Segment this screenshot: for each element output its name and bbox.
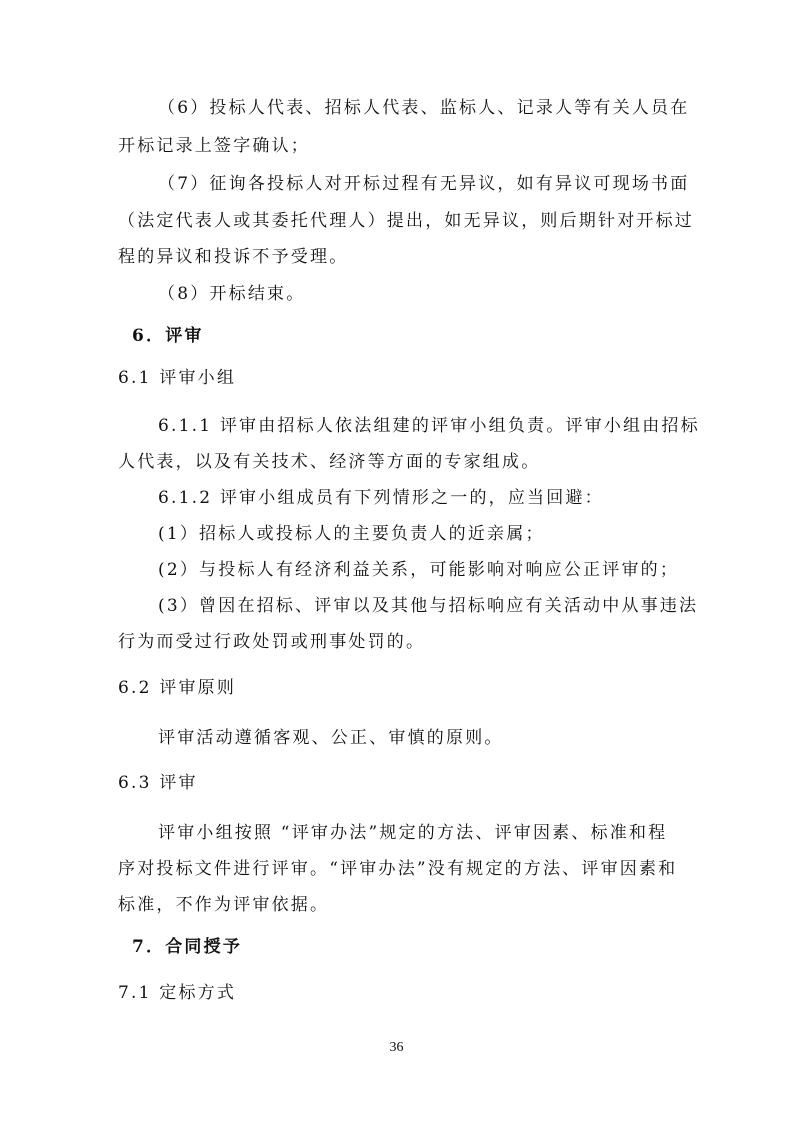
section-6-1-1-line-2: 人代表，以及有关技术、经济等方面的专家组成。 [118, 452, 541, 472]
paragraph-7-line-3: 程的异议和投诉不予受理。 [118, 247, 349, 267]
section-6-1-2: 6.1.2 评审小组成员有下列情形之一的，应当回避： [158, 488, 604, 508]
list-item-3-line-1: (3）曾因在招标、评审以及其他与招标响应有关活动中从事违法 [158, 596, 699, 616]
section-6-2-text: 评审活动遵循客观、公正、审慎的原则。 [158, 728, 504, 748]
section-6-3-title: 6.3 评审 [118, 773, 198, 793]
section-7-heading: 7．合同授予 [132, 937, 243, 957]
section-6-1-1-line-1: 6.1.1 评审由招标人依法组建的评审小组负责。评审小组由招标 [158, 416, 700, 436]
list-item-1: (1）招标人或投标人的主要负责人的近亲属； [158, 524, 545, 544]
section-6-1-title: 6.1 评审小组 [118, 368, 237, 388]
section-7-1-title: 7.1 定标方式 [118, 983, 237, 1003]
section-6-heading: 6．评审 [132, 326, 204, 346]
section-6-2-title: 6.2 评审原则 [118, 678, 237, 698]
section-6-3-line-3: 标准，不作为评审依据。 [118, 895, 330, 915]
section-6-3-line-1: 评审小组按照 “评审办法”规定的方法、评审因素、标准和程 [158, 823, 668, 843]
paragraph-6-line-2: 开标记录上签字确认； [118, 136, 310, 156]
paragraph-7-line-1: （7）征询各投标人对开标过程有无异议，如有异议可现场书面 [158, 174, 690, 194]
list-item-3-line-2: 行为而受过行政处罚或刑事处罚的。 [118, 632, 426, 652]
list-item-2: (2）与投标人有经济利益关系，可能影响对响应公正评审的； [158, 560, 680, 580]
paragraph-8-line-1: （8）开标结束。 [158, 284, 306, 304]
page-number: 36 [389, 1040, 404, 1055]
paragraph-7-line-2: （法定代表人或其委托代理人）提出，如无异议，则后期针对开标过 [118, 211, 694, 231]
section-6-3-line-2: 序对投标文件进行评审。“评审办法”没有规定的方法、评审因素和 [118, 859, 678, 879]
paragraph-6-line-1: （6）投标人代表、招标人代表、监标人、记录人等有关人员在 [158, 98, 690, 118]
